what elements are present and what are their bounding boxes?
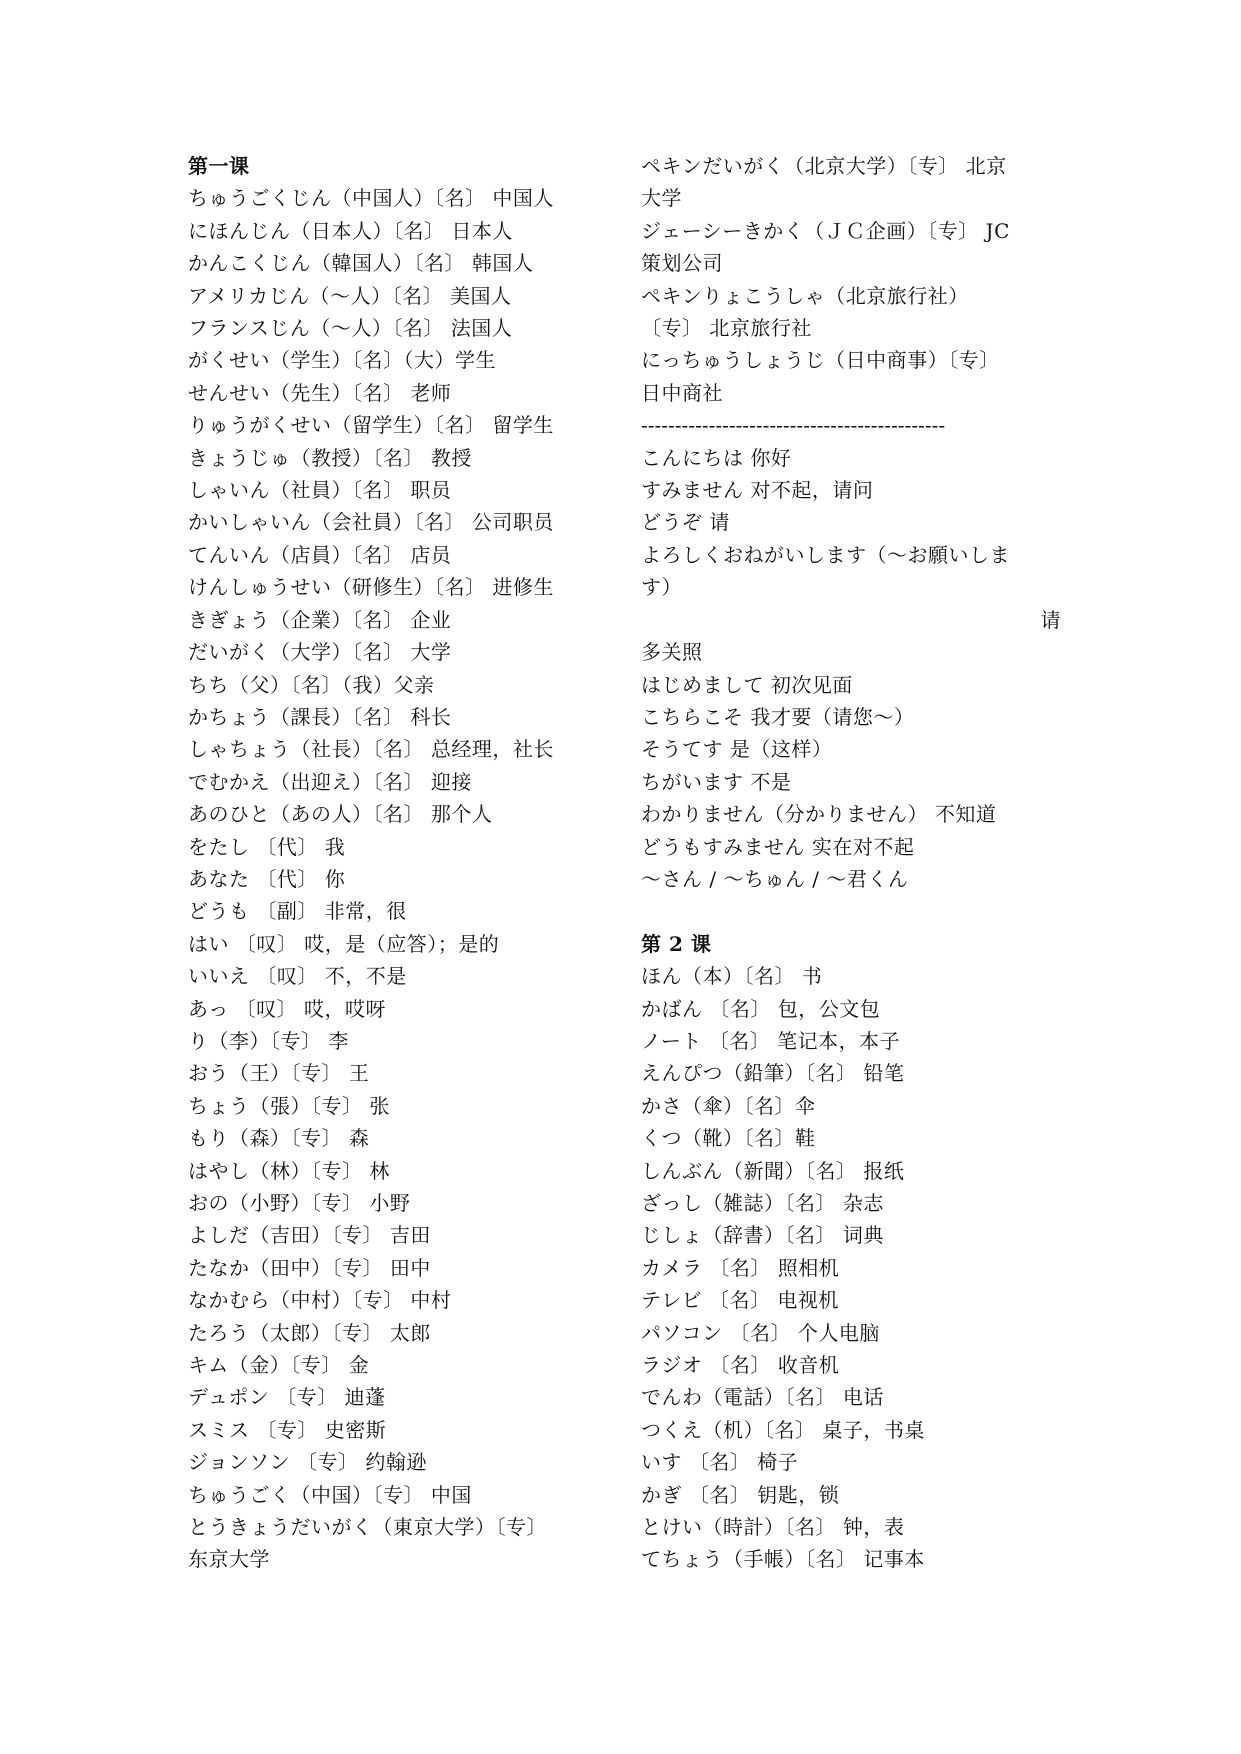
vocab-entry: なかむら（中村）〔专〕 中村 <box>188 1288 452 1313</box>
vocab-entry: よしだ（吉田）〔专〕 吉田 <box>188 1223 431 1248</box>
vocab-entry: 东京大学 <box>188 1547 270 1572</box>
vocab-entry: ペキンだいがく（北京大学）〔专〕 北京 <box>641 154 1007 178</box>
vocab-entry: せんせい（先生）〔名〕 老师 <box>188 380 452 405</box>
vocab-entry: たなか（田中）〔专〕 田中 <box>188 1255 431 1280</box>
vocab-entry: す） <box>641 575 682 600</box>
vocab-entry: かんこくじん（韓国人）〔名〕 韩国人 <box>188 251 534 276</box>
vocab-entry: デュポン 〔专〕 迪蓬 <box>188 1385 386 1410</box>
vocab-entry: どうもすみません 实在对不起 <box>641 834 915 859</box>
vocab-entry: フランスじん（～人）〔名〕 法国人 <box>188 316 513 341</box>
vocab-entry: ちがいます 不是 <box>641 769 792 794</box>
vocab-entry: きょうじゅ（教授）〔名〕 教授 <box>188 445 472 470</box>
vocab-entry: ノート 〔名〕 笔记本，本子 <box>641 1028 901 1053</box>
vocab-entry: ちゅうごくじん（中国人）〔名〕 中国人 <box>188 186 554 211</box>
vocab-entry: こんにちは 你好 <box>641 445 792 470</box>
vocab-entry: パソコン 〔名〕 个人电脑 <box>641 1320 880 1345</box>
vocab-entry: ～さん / ～ちゅん / ～君くん <box>641 866 909 891</box>
vocab-entry: でむかえ（出迎え）〔名〕 迎接 <box>188 769 472 794</box>
vocab-entry: 大学 <box>641 186 682 211</box>
vocab-entry: こちらこそ 我才要（请您～） <box>641 704 915 729</box>
vocab-entry: ラジオ 〔名〕 收音机 <box>641 1353 840 1378</box>
vocab-entry: ちゅうごく（中国）〔专〕 中国 <box>188 1482 472 1507</box>
vocab-entry: かちょう（課長）〔名〕 科长 <box>188 704 452 729</box>
separator-line: --------------------------------------------- <box>641 413 946 438</box>
lesson-heading: 第一课 <box>188 154 250 178</box>
vocab-entry: すみません 对不起，请问 <box>641 478 874 503</box>
vocab-entry: おの（小野）〔专〕 小野 <box>188 1191 411 1215</box>
vocab-entry: えんぴつ（鉛筆）〔名〕 铅笔 <box>641 1061 905 1086</box>
vocab-entry: 请 <box>1040 607 1061 632</box>
vocab-entry: 多关照 <box>641 640 703 665</box>
vocab-entry: とうきょうだいがく（東京大学）〔专〕 <box>188 1515 547 1540</box>
vocab-entry: たろう（太郎）〔专〕 太郎 <box>188 1320 431 1345</box>
vocab-entry: 〔专〕 北京旅行社 <box>641 316 812 341</box>
vocab-entry: にっちゅうしょうじ（日中商事）〔专〕 <box>641 348 1000 373</box>
vocab-entry: いいえ 〔叹〕 不，不是 <box>188 964 407 989</box>
vocab-entry: しんぶん（新聞）〔名〕 报纸 <box>641 1158 905 1183</box>
vocab-entry: けんしゅうせい（研修生）〔名〕 进修生 <box>188 575 554 600</box>
right-column <box>641 150 1061 1576</box>
vocab-entry: はやし（林）〔专〕 林 <box>188 1158 390 1183</box>
vocab-entry: ちょう（張）〔专〕 张 <box>188 1093 390 1118</box>
vocab-entry: いす 〔名〕 椅子 <box>641 1450 799 1475</box>
vocab-entry: でんわ（電話）〔名〕 电话 <box>641 1385 884 1410</box>
vocab-entry: かさ（傘）〔名〕伞 <box>641 1093 816 1118</box>
vocab-entry: はい 〔叹〕 哎，是（应答）；是的 <box>188 931 500 956</box>
vocab-entry: どうぞ 请 <box>641 510 730 535</box>
vocab-entry: つくえ（机）〔名〕 桌子，书桌 <box>641 1417 925 1442</box>
vocab-entry: りゅうがくせい（留学生）〔名〕 留学生 <box>188 413 554 438</box>
vocab-entry: ざっし（雑誌）〔名〕 杂志 <box>641 1190 884 1215</box>
vocab-entry: ペキンりょこうしゃ（北京旅行社） <box>641 283 969 308</box>
vocab-entry: 策划公司 <box>641 251 723 276</box>
vocab-entry: もり（森）〔专〕 森 <box>188 1126 370 1151</box>
vocab-entry: がくせい（学生）〔名〕（大）学生 <box>188 348 496 373</box>
vocab-entry: にほんじん（日本人）〔名〕 日本人 <box>188 218 513 243</box>
vocab-entry: てちょう（手帳）〔名〕 记事本 <box>641 1547 925 1572</box>
vocab-entry: ジェーシーきかく（ＪＣ企画）〔专〕 JC <box>641 218 1010 243</box>
vocab-entry: ちち（父）〔名〕（我）父亲 <box>188 672 435 697</box>
vocab-entry: どうも 〔副〕 非常，很 <box>188 899 407 924</box>
vocab-entry: カメラ 〔名〕 照相机 <box>641 1255 840 1280</box>
vocab-entry: はじめまして 初次见面 <box>641 672 853 697</box>
vocab-entry: 日中商社 <box>641 380 723 405</box>
vocab-entry: テレビ 〔名〕 电视机 <box>641 1288 839 1313</box>
vocab-entry: かばん 〔名〕 包，公文包 <box>641 996 881 1021</box>
vocab-entry: かいしゃいん（会社員）〔名〕 公司职员 <box>188 510 554 535</box>
vocab-entry: くつ（靴）〔名〕鞋 <box>641 1126 816 1151</box>
vocab-entry: アメリカじん（～人）〔名〕 美国人 <box>188 283 512 308</box>
vocab-entry: をたし 〔代〕 我 <box>188 834 346 859</box>
vocab-entry: あなた 〔代〕 你 <box>188 866 346 891</box>
lesson-heading: 第 2 课 <box>641 931 712 956</box>
vocab-entry: キム（金）〔专〕 金 <box>188 1353 370 1378</box>
vocab-entry: よろしくおねがいします（～お願いしま <box>641 542 1010 567</box>
vocab-entry: スミス 〔专〕 史密斯 <box>188 1417 387 1442</box>
vocab-entry: じしょ（辞書）〔名〕 词典 <box>641 1223 884 1248</box>
vocab-entry: おう（王）〔专〕 王 <box>188 1061 370 1086</box>
vocab-entry: り（李）〔专〕 李 <box>188 1028 349 1053</box>
vocab-entry: かぎ 〔名〕 钥匙，锁 <box>641 1482 840 1507</box>
vocab-entry: そうてす 是（这样） <box>641 737 833 762</box>
vocab-entry: てんいん（店員）〔名〕 店员 <box>188 542 452 567</box>
vocab-entry: しゃちょう（社長）〔名〕 总经理，社长 <box>188 737 554 762</box>
vocab-entry: しゃいん（社員）〔名〕 职员 <box>188 478 452 503</box>
vocab-entry: ほん（本）〔名〕 书 <box>641 964 823 989</box>
vocab-entry: ジョンソン 〔专〕 约翰逊 <box>188 1450 427 1475</box>
vocab-entry: あっ 〔叹〕 哎，哎呀 <box>188 996 387 1021</box>
blank-line <box>641 895 1061 927</box>
vocab-entry: きぎょう（企業）〔名〕 企业 <box>188 607 452 632</box>
vocab-entry: あのひと（あの人）〔名〕 那个人 <box>188 802 493 827</box>
vocab-entry: とけい（時計）〔名〕 钟，表 <box>641 1515 905 1540</box>
left-column <box>188 150 608 1576</box>
vocab-entry: だいがく（大学）〔名〕 大学 <box>188 640 452 665</box>
vocab-entry: わかりません（分かりません） 不知道 <box>641 802 997 827</box>
